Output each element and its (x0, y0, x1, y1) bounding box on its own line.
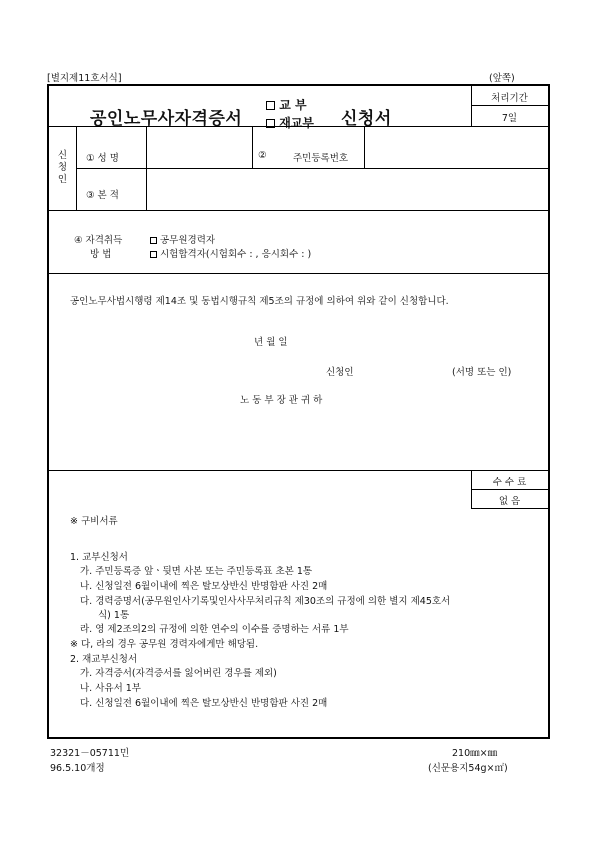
option-issue (266, 96, 307, 113)
docs-line: 1. 교부신청서 (70, 552, 128, 563)
processing-label: 처리기간 (491, 93, 528, 104)
docs-line: 2. 재교부신청서 (70, 654, 138, 665)
docs-line: 나. 사유서 1부 (80, 683, 141, 694)
docs-line: 식) 1통 (98, 610, 130, 621)
sign-or-seal: (서명 또는 인) (452, 367, 512, 378)
date-line: 년 월 일 (254, 337, 288, 348)
checkbox-issue[interactable] (266, 101, 275, 110)
docs-line: ※ 다, 라의 경우 공무원 경력자에게만 해당됨. (70, 639, 259, 650)
checkbox-civil-servant[interactable] (150, 237, 157, 244)
docs-heading: ※ 구비서류 (70, 516, 118, 527)
processing-value: 7일 (501, 113, 518, 124)
footer-size: 210㎜×㎜ (452, 748, 498, 759)
origin-label: ③ 본 적 (86, 190, 119, 201)
applicant-sign-label: 신청인 (326, 367, 354, 378)
docs-line: 가. 자격증서(자격증서를 잃어버린 경우를 제외) (80, 668, 277, 679)
option-reissue-label: 재교부 (279, 116, 314, 130)
form-title-suffix: 신청서 (341, 109, 392, 129)
option-reissue (266, 114, 314, 131)
docs-line: 나. 신청일전 6월이내에 찍은 탈모상반신 반명함판 사진 2매 (80, 581, 328, 592)
acquisition-label-2: 방 법 (90, 249, 112, 260)
docs-line: 다. 경력증명서(공무원인사기록및인사사무처리규칙 제30조의 규정에 의한 별지 제45호서 (80, 596, 451, 607)
page-side-label: (앞쪽) (489, 73, 515, 84)
statement-text: 공인노무사법시행령 제14조 및 동법시행규칙 제5조의 규정에 의하여 위와 같이 신청합니다. (70, 296, 449, 307)
name-label: ① 성 명 (86, 153, 119, 164)
rrn-field[interactable] (366, 130, 546, 164)
option-civil-servant: 공무원경력자 (150, 232, 215, 246)
fee-label: 수 수 료 (492, 477, 527, 488)
acquisition-label-1: ④ 자격취득 (74, 235, 123, 246)
fee-value: 없 음 (498, 496, 521, 507)
footer-code: 32321－05711민 (50, 748, 130, 759)
form-title: 공인노무사자격증서 (90, 109, 243, 129)
footer-revision: 96.5.10개정 (50, 763, 105, 774)
origin-field[interactable] (148, 172, 546, 206)
option-issue-label: 교 부 (279, 98, 307, 112)
rrn-label: 주민등록번호 (293, 153, 349, 164)
checkbox-exam-passer[interactable] (150, 251, 157, 258)
option-exam-passer: 시험합격자(시험회수 : , 응시회수 : ) (150, 246, 311, 260)
docs-line: 가. 주민등록증 앞ㆍ뒷면 사본 또는 주민등록표 초본 1통 (80, 566, 313, 577)
rrn-number: ② (258, 150, 267, 161)
applicant-side-label: 신 청 인 (57, 150, 68, 185)
docs-line: 라. 영 제2조의2의 규정에 의한 연수의 이수를 증명하는 서류 1부 (80, 624, 349, 635)
footer-paper: (신문용지54g×㎡) (428, 763, 508, 774)
name-field[interactable] (148, 130, 250, 164)
docs-line: 다. 신청일전 6월이내에 찍은 탈모상반신 반명함판 사진 2매 (80, 698, 328, 709)
addressee: 노 동 부 장 관 귀 하 (240, 395, 323, 406)
form-number: [별지제11호서식] (47, 73, 122, 84)
